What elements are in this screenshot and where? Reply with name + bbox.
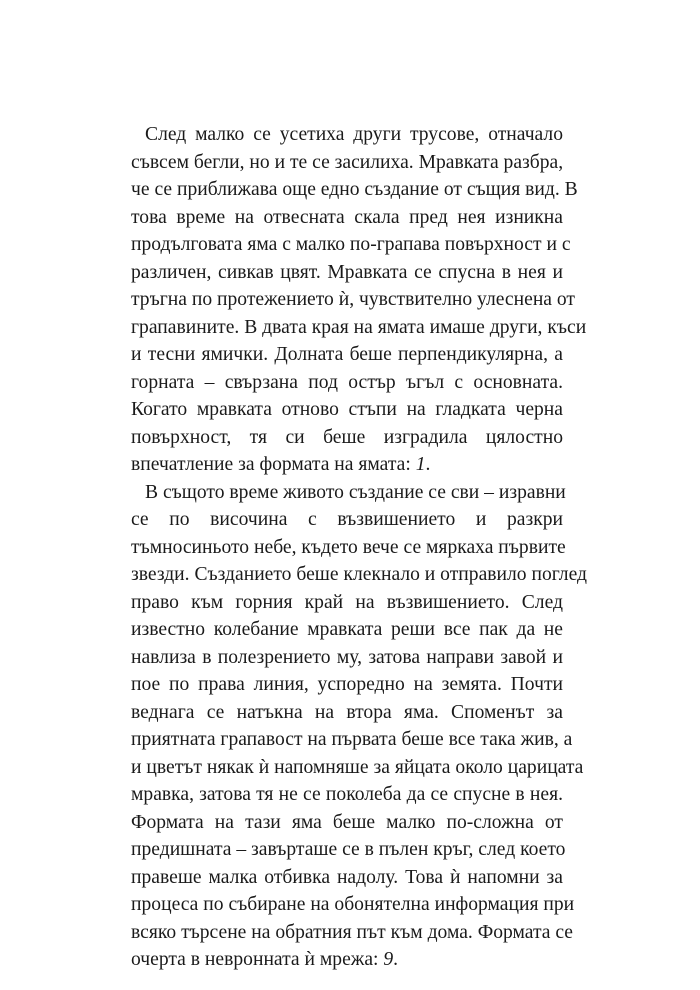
text-line: и цветът някак ѝ напомняше за яйцата около царицата xyxy=(131,756,584,778)
text-line: предишната – завърташе се в пълен кръг, след което xyxy=(131,839,566,860)
text-line: това време на отвесната скала пред нея изникна xyxy=(131,206,563,228)
text-line-content: очерта в невронната ѝ мрежа: xyxy=(131,949,384,970)
text-line: продълговата яма с малко по-грапава повърхност и с xyxy=(131,234,571,255)
text-line: приятната грапавост на първата беше все така жив, а xyxy=(131,729,573,750)
text-line: че се приближава още едно създание от същия вид. В xyxy=(131,179,578,200)
text-line: известно колебание мравката реши все пак да не xyxy=(131,619,563,640)
text-line: Когато мравката отново стъпи на гладката черна xyxy=(131,399,563,420)
text-line: се по височина с възвишението и разкри xyxy=(131,509,563,530)
text-line-content: впечатление за формата на ямата: xyxy=(131,454,416,475)
end-punctuation: . xyxy=(425,454,431,475)
text-line: мравка, затова тя не се поколеба да се спусне в нея. xyxy=(131,784,563,805)
text-line: всяко търсене на обратния път към дома. Формата се xyxy=(131,921,573,943)
text-line: Формата на тази яма беше малко по-сложна от xyxy=(131,811,563,833)
text-line-last xyxy=(131,451,563,479)
text-line-last xyxy=(131,946,563,974)
text-line: навлиза в полезрението му, затова направи завой и xyxy=(131,646,563,668)
text-line: звезди. Създанието беше клекнало и отправило поглед xyxy=(131,564,587,585)
text-line: и тесни ямички. Долната беше перпендикулярна, а xyxy=(131,344,563,365)
body-text xyxy=(131,121,587,974)
text-line: право към горния край на възвишението. След xyxy=(131,591,563,613)
text-line: различен, сивкав цвят. Мравката се спусна в нея и xyxy=(131,261,563,283)
text-line: пое по права линия, успоредно на земята. Почти xyxy=(131,674,563,695)
text-line: След малко се усетиха други трусове, отначало xyxy=(145,124,563,145)
shape-reference: 1 xyxy=(415,454,426,475)
text-line: веднага се натъкна на втора яма. Споменът за xyxy=(131,701,563,723)
paragraph-1 xyxy=(131,121,587,479)
text-line: В същото време живото създание се сви – изравни xyxy=(145,481,566,503)
text-line: тъмносиньото небе, където вече се мяркаха първите xyxy=(131,536,566,558)
text-line: правеше малка отбивка надолу. Това ѝ напомни за xyxy=(131,866,563,888)
text-line: грапавините. В двата края на ямата имаше други, къси xyxy=(131,316,587,338)
text-line: тръгна по протежението ѝ, чувствително улеснена от xyxy=(131,289,575,310)
text-line: съвсем бегли, но и те се засилиха. Мравката разбра, xyxy=(131,151,564,173)
shape-reference: 9 xyxy=(383,949,394,970)
text-line: повърхност, тя си беше изградила цялостно xyxy=(131,426,563,448)
text-line: горната – свързана под остър ъгъл с основната. xyxy=(131,371,563,393)
end-punctuation: . xyxy=(393,949,399,970)
paragraph-2 xyxy=(131,479,587,974)
text-line: процеса по събиране на обонятелна информация при xyxy=(131,894,575,915)
